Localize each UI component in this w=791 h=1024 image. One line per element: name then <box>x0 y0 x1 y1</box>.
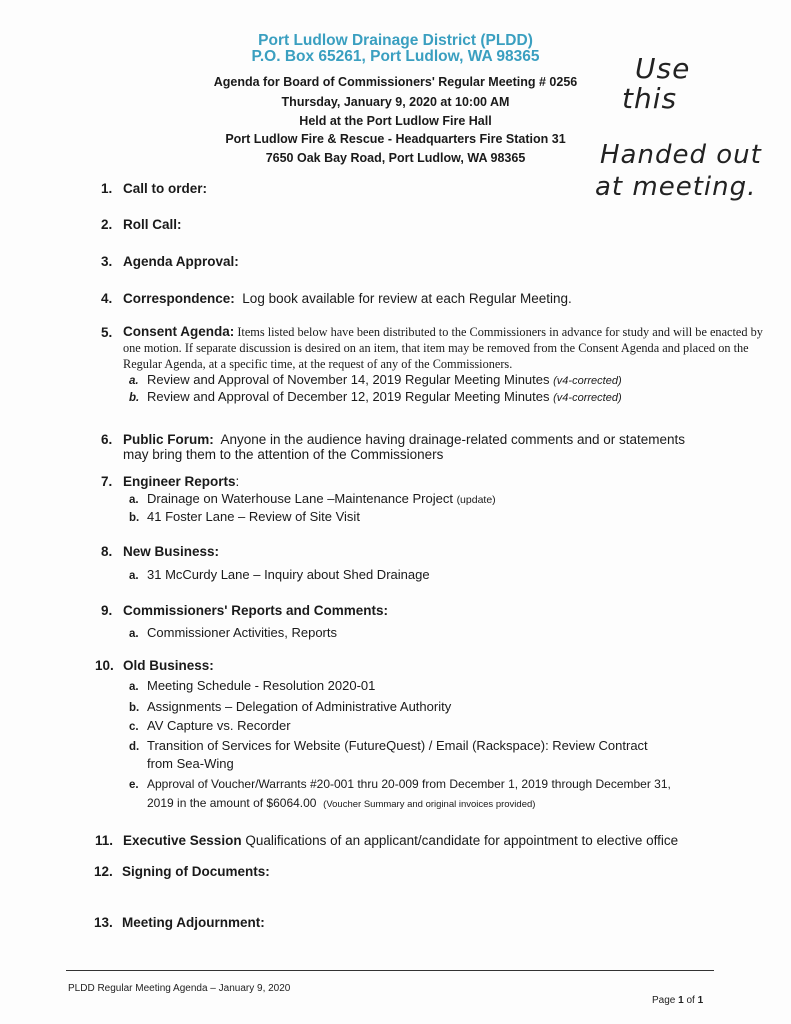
sub-text: Approval of Voucher/Warrants #20-001 thru 20-009 from December 1, 2019 through December 31, <box>147 777 671 791</box>
sub-letter: a. <box>129 375 139 387</box>
sub-text: Review and Approval of December 12, 2019 Regular Meeting Minutes <box>147 389 550 404</box>
item-number: 8. <box>101 544 113 559</box>
venue-detail: Port Ludlow Fire & Rescue - Headquarters Fire Station 31 <box>225 132 566 146</box>
agenda-item-agenda-approval <box>101 254 239 269</box>
item-number: 10. <box>95 658 114 673</box>
handwritten-line: Handed out <box>600 140 762 170</box>
page-number <box>652 995 703 1006</box>
meeting-title: Agenda for Board of Commissioners' Regular Meeting # 0256 <box>213 75 578 89</box>
agenda-item-consent-number <box>101 325 123 340</box>
sub-item <box>129 567 430 584</box>
agenda-item-roll-call <box>101 217 182 232</box>
sub-item <box>129 389 622 406</box>
item-number: 4. <box>101 291 113 306</box>
item-colon: : <box>235 474 240 489</box>
sub-item <box>129 738 648 755</box>
item-title: Signing of Documents: <box>122 864 270 879</box>
page-current: 1 <box>678 995 684 1006</box>
agenda-item-engineer-reports <box>101 474 239 489</box>
page-of: of <box>686 995 695 1006</box>
item-number: 1. <box>101 181 113 196</box>
agenda-item-new-business <box>101 544 219 559</box>
item-description: Items listed below have been distributed to the Commissioners in advance for study and will be enacted by one motion. If separate discussion is desired on an item, that item may be removed from the Consent Agenda and placed on the Regular Agenda, at a specific time, at the request of any of the Commissioners. <box>123 325 763 371</box>
item-description: Anyone in the audience having drainage-related comments and or statements <box>220 432 686 447</box>
item-number: 3. <box>101 254 113 269</box>
sub-text: Meeting Schedule - Resolution 2020-01 <box>147 678 376 693</box>
sub-letter: d. <box>129 741 140 753</box>
item-title: Old Business: <box>123 658 214 673</box>
item-number: 13. <box>94 915 113 930</box>
sub-item <box>129 678 375 695</box>
item-number: 6. <box>101 432 113 447</box>
agenda-item-consent-agenda <box>123 324 763 372</box>
item-title: Meeting Adjournment: <box>122 915 265 930</box>
sub-letter: b. <box>129 512 140 524</box>
sub-text: 41 Foster Lane – Review of Site Visit <box>147 509 360 524</box>
page-total: 1 <box>697 995 704 1006</box>
item-title: Engineer Reports <box>123 474 236 489</box>
item-description-continued: may bring them to the attention of the Commissioners <box>123 447 444 462</box>
item-description: Log book available for review at each Regular Meeting. <box>242 291 572 306</box>
item-title: Commissioners' Reports and Comments: <box>123 603 389 618</box>
item-title: Call to order: <box>123 181 208 196</box>
item-title: Agenda Approval: <box>123 254 239 269</box>
page-prefix: Page <box>652 995 676 1006</box>
sub-text-continued: 2019 in the amount of $6064.00 <box>147 796 317 810</box>
sub-text: Commissioner Activities, Reports <box>147 625 337 640</box>
sub-text: Transition of Services for Website (FutureQuest) / Email (Rackspace): Review Contract <box>147 738 648 753</box>
item-title: Consent Agenda: <box>123 324 235 339</box>
sub-item <box>129 718 291 735</box>
item-title: New Business: <box>123 544 220 559</box>
sub-text-continued: from Sea-Wing <box>147 756 234 771</box>
agenda-item-correspondence <box>101 291 572 306</box>
item-title: Roll Call: <box>123 217 182 232</box>
item-title: Public Forum: <box>123 432 214 447</box>
sub-note: (Voucher Summary and original invoices provided) <box>323 799 536 810</box>
handwritten-line: at meeting. <box>595 172 757 202</box>
sub-item-continued <box>147 796 535 812</box>
item-number: 11. <box>95 833 114 848</box>
sub-item <box>129 777 671 793</box>
sub-item <box>129 372 622 389</box>
item-number: 7. <box>101 474 113 489</box>
handwritten-line: Use <box>635 52 691 85</box>
meeting-datetime: Thursday, January 9, 2020 at 10:00 AM <box>281 95 510 109</box>
org-name: Port Ludlow Drainage District (PLDD) <box>258 32 533 49</box>
agenda-item-meeting-adjournment <box>94 915 265 930</box>
venue-address: 7650 Oak Bay Road, Port Ludlow, WA 98365 <box>265 151 526 165</box>
item-title: Correspondence: <box>123 291 235 306</box>
agenda-item-public-forum <box>101 432 685 447</box>
sub-note: (v4-corrected) <box>553 392 622 404</box>
org-address: P.O. Box 65261, Port Ludlow, WA 98365 <box>251 48 540 65</box>
sub-letter: a. <box>129 681 139 693</box>
agenda-item-call-to-order <box>101 181 207 196</box>
sub-letter: c. <box>129 721 139 733</box>
sub-letter: a. <box>129 628 139 640</box>
item-title: Executive Session <box>123 833 242 848</box>
agenda-item-signing-documents <box>94 864 270 879</box>
sub-text: 31 McCurdy Lane – Inquiry about Shed Drainage <box>147 567 430 582</box>
sub-item <box>129 625 337 642</box>
sub-text: Review and Approval of November 14, 2019 Regular Meeting Minutes <box>147 372 550 387</box>
item-number: 2. <box>101 217 113 232</box>
sub-letter: b. <box>129 392 140 404</box>
agenda-item-old-business <box>95 658 214 673</box>
agenda-item-executive-session <box>95 833 678 848</box>
sub-item <box>129 699 451 716</box>
item-number: 12. <box>94 864 113 879</box>
sub-note: (v4-corrected) <box>553 375 622 387</box>
sub-item <box>129 509 360 526</box>
sub-text: Drainage on Waterhouse Lane –Maintenance Project <box>147 491 453 506</box>
sub-letter: a. <box>129 494 139 506</box>
sub-letter: e. <box>129 779 139 791</box>
item-description: Qualifications of an applicant/candidate for appointment to elective office <box>245 833 679 848</box>
item-number: 9. <box>101 603 113 618</box>
agenda-item-commissioners-reports <box>101 603 388 618</box>
sub-letter: a. <box>129 570 139 582</box>
footer-title: PLDD Regular Meeting Agenda – January 9, 2020 <box>68 983 291 994</box>
venue: Held at the Port Ludlow Fire Hall <box>299 114 492 128</box>
sub-item <box>129 491 496 508</box>
item-number: 5. <box>101 325 113 340</box>
sub-text: Assignments – Delegation of Administrative Authority <box>147 699 452 714</box>
sub-text: AV Capture vs. Recorder <box>147 718 291 733</box>
sub-letter: b. <box>129 702 140 714</box>
handwritten-line: this <box>622 82 678 115</box>
footer-divider <box>66 970 714 971</box>
sub-note: (update) <box>456 494 496 506</box>
